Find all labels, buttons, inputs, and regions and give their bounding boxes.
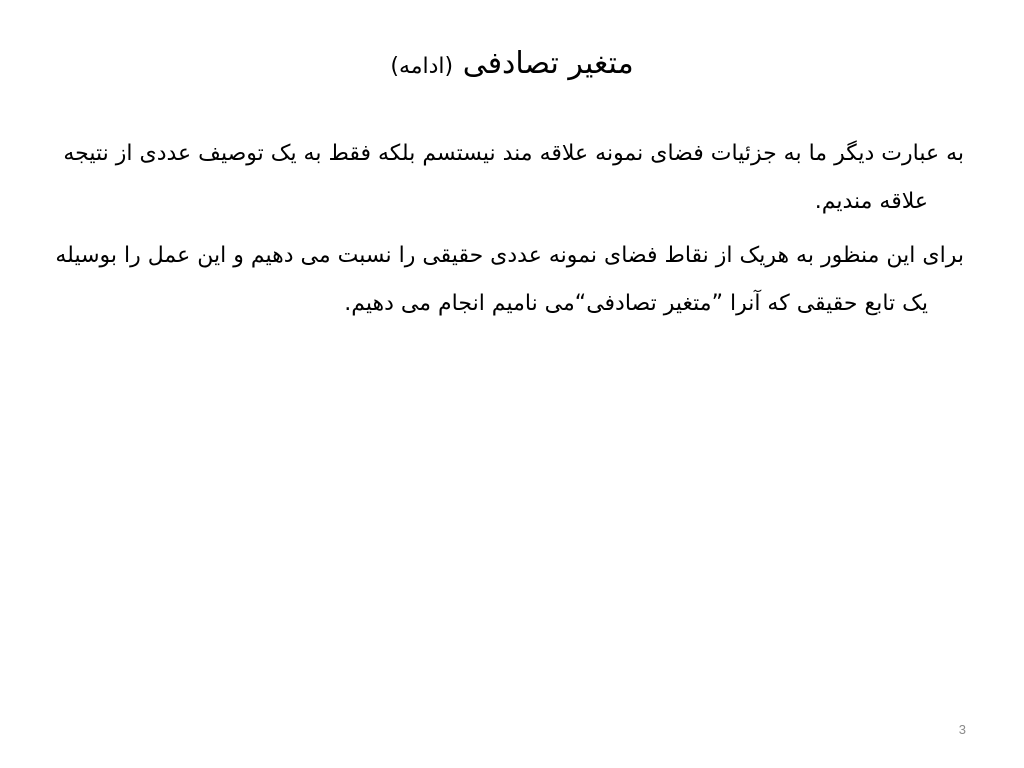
paragraph-2: برای این منظور به هریک از نقاط فضای نمونه عددی حقیقی را نسبت می دهیم و این عمل را بوسیله یک تابع حقیقی که آنرا ”متغیر تصادفی“می نامیم انجام می دهیم. (55, 243, 964, 316)
slide-title-paren: (ادامه) (390, 54, 454, 79)
slide-title-main: متغیر تصادفی (462, 46, 634, 81)
slide-title (0, 44, 1024, 83)
paragraph-1: به عبارت دیگر ما به جزئیات فضای نمونه علاقه مند نیستسم بلکه فقط به یک توصیف عددی از نتیجه علاقه مندیم. (63, 141, 964, 214)
slide-body (34, 130, 964, 334)
page-number: 3 (958, 722, 966, 737)
